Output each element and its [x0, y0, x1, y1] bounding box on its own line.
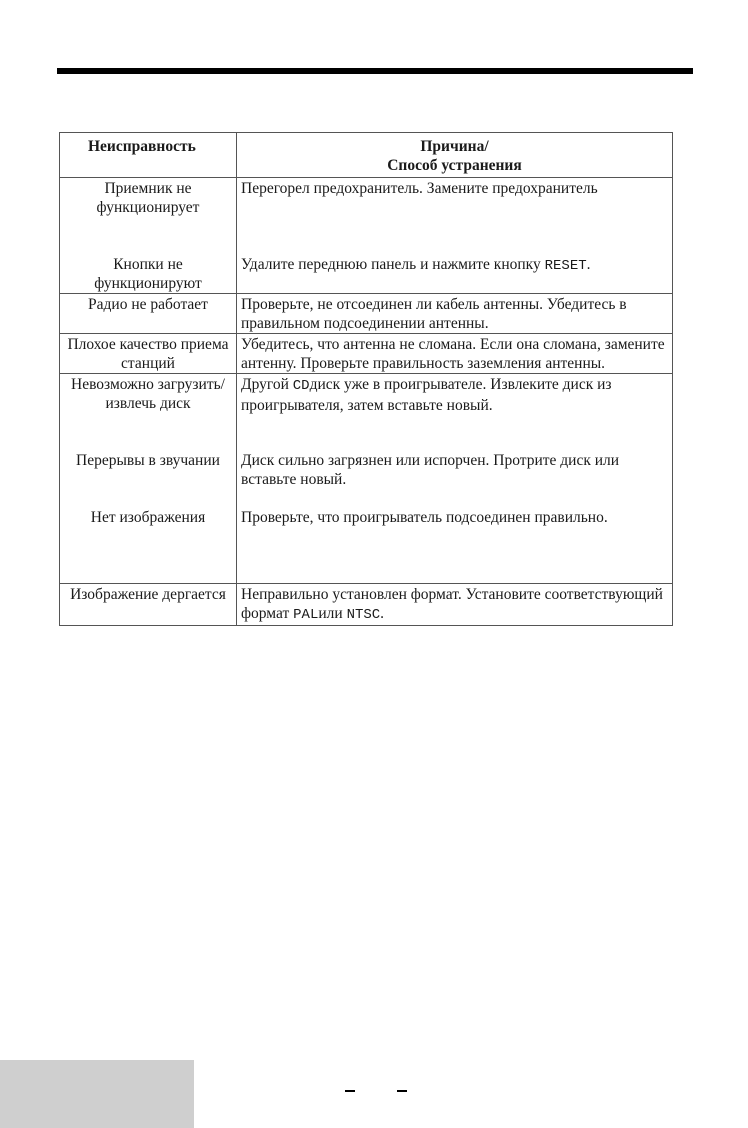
fault-text: Изображение дергается [70, 586, 226, 603]
footer-dash [345, 1090, 355, 1092]
troubleshooting-table [59, 132, 673, 626]
cause-text: Убедитесь, что антенна не сломана. Если она сломана, замените антенну. Проверьте правильность заземления антенны. [241, 336, 665, 372]
cause-cell [237, 374, 673, 584]
cause-header-line1: Причина/ [420, 138, 489, 155]
cause-text [241, 375, 668, 432]
disc-code: CD [292, 378, 310, 394]
button-code: RESET [544, 258, 587, 274]
cause-cell [237, 294, 673, 334]
fault-text: Приемник не функционирует [96, 180, 200, 216]
table-header-row [60, 133, 673, 178]
table-row [60, 294, 673, 334]
fault-text: Кнопки не функционируют [94, 256, 202, 292]
cause-text [241, 255, 668, 276]
fault-cell [60, 294, 237, 334]
fault-cell [60, 374, 237, 584]
cause-text [241, 586, 663, 622]
table-row [60, 374, 673, 584]
cause-text-part: Другой [241, 376, 293, 393]
table-row [60, 334, 673, 374]
cause-cell [237, 584, 673, 626]
fault-text: Нет изображения [90, 509, 206, 526]
header-rule [57, 68, 693, 74]
fault-text: Невозможно загрузить/извлечь диск [71, 376, 225, 412]
cause-text-part: Неправильно установлен формат. Установите соответствующий формат [241, 586, 663, 622]
cause-text: Проверьте, не отсоединен ли кабель антенны. Убедитесь в правильном подсоединении антенны. [241, 296, 627, 332]
format-code: NTSC [346, 607, 381, 623]
fault-text: Перерывы в звучании [76, 452, 220, 469]
cause-cell [237, 178, 673, 294]
table-row [60, 584, 673, 626]
cause-text-part: Удалите переднюю панель и нажмите кнопку [241, 256, 545, 273]
cause-text: Диск сильно загрязнен или испорчен. Протрите диск или вставьте новый. [241, 452, 620, 488]
cause-text: Перегорел предохранитель. Замените предохранитель [241, 180, 598, 197]
cause-header-line2: Способ устранения [387, 157, 522, 174]
fault-cell [60, 178, 237, 294]
fault-column-header: Неисправность [60, 133, 237, 178]
footer-dash [397, 1090, 407, 1092]
footer-tab [0, 1060, 194, 1128]
fault-cell [60, 334, 237, 374]
cause-text-part: или [318, 605, 347, 622]
fault-text: Плохое качество приема станций [67, 336, 229, 372]
table-row [60, 178, 673, 294]
cause-text-part: . [380, 605, 385, 622]
fault-cell [60, 584, 237, 626]
cause-text: Проверьте, что проигрыватель подсоединен правильно. [241, 509, 608, 526]
cause-text-part: . [586, 256, 591, 273]
fault-text: Радио не работает [88, 296, 208, 313]
cause-column-header [237, 133, 673, 178]
format-code: PAL [293, 607, 319, 623]
cause-text-part: диск уже в проигрывателе. Извлеките диск из проигрывателя, затем вставьте новый. [241, 376, 612, 414]
cause-cell [237, 334, 673, 374]
